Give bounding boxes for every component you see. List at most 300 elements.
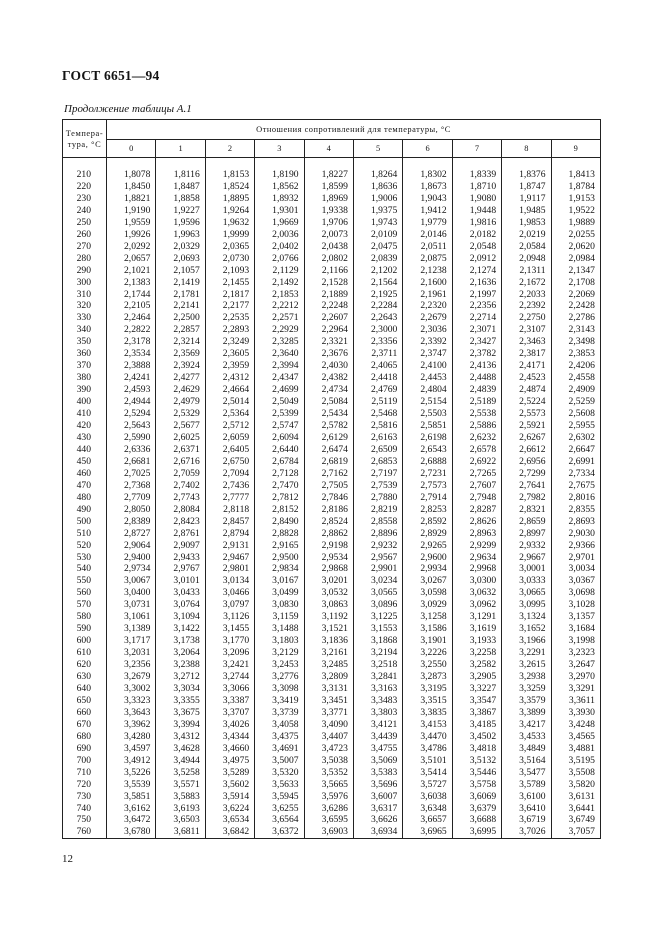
ratio-cell: 3,2776	[255, 671, 304, 683]
ratio-cell: 2,8626	[452, 516, 501, 528]
ratio-cell: 2,1961	[403, 289, 452, 301]
ratio-cell: 2,1383	[107, 277, 156, 289]
ratio-cell: 3,6503	[156, 814, 205, 826]
ratio-cell: 2,6922	[452, 456, 501, 468]
ratio-cell: 1,8413	[551, 169, 600, 181]
ratio-cell: 2,6956	[502, 456, 551, 468]
ratio-cell: 3,6069	[452, 791, 501, 803]
ratio-cell: 2,9265	[403, 540, 452, 552]
table-row	[63, 683, 601, 695]
spacer-cell	[403, 158, 452, 170]
table-row	[63, 396, 601, 408]
table-row	[63, 516, 601, 528]
ratio-cell: 2,3605	[205, 348, 254, 360]
table-row	[63, 563, 601, 575]
temperature-cell: 390	[63, 384, 107, 396]
ratio-cell: 2,5816	[353, 420, 402, 432]
temperature-cell: 740	[63, 803, 107, 815]
ratio-cell: 2,8321	[502, 504, 551, 516]
ratio-cell: 2,8524	[304, 516, 353, 528]
ratio-cell: 2,0839	[353, 253, 402, 265]
ratio-cell: 2,3498	[551, 336, 600, 348]
ratio-cell: 1,9117	[502, 193, 551, 205]
ratio-cell: 1,9779	[403, 217, 452, 229]
ratio-cell: 2,1093	[205, 265, 254, 277]
ratio-cell: 3,2970	[551, 671, 600, 683]
table-body	[63, 158, 601, 839]
ratio-cell: 2,6509	[353, 444, 402, 456]
ratio-cell: 2,6750	[205, 456, 254, 468]
ratio-cell: 3,0962	[452, 599, 501, 611]
ratio-cell: 2,4171	[502, 360, 551, 372]
ratio-cell: 1,8895	[205, 193, 254, 205]
ratio-cell: 2,4909	[551, 384, 600, 396]
ratio-cell: 3,1357	[551, 611, 600, 623]
column-header: 6	[403, 140, 452, 158]
ratio-cell: 2,9534	[304, 552, 353, 564]
ratio-cell: 3,2194	[353, 647, 402, 659]
ratio-cell: 2,1129	[255, 265, 304, 277]
ratio-cell: 3,0234	[353, 575, 402, 587]
ratio-cell: 3,3451	[304, 695, 353, 707]
temperature-cell: 670	[63, 719, 107, 731]
table-row	[63, 229, 601, 241]
ratio-cell: 2,5990	[107, 432, 156, 444]
ratio-cell: 2,0948	[502, 253, 551, 265]
ratio-cell: 2,0255	[551, 229, 600, 241]
ratio-cell: 3,3355	[156, 695, 205, 707]
ratio-cell: 2,0511	[403, 241, 452, 253]
ratio-cell: 2,1600	[403, 277, 452, 289]
ratio-cell: 2,5189	[452, 396, 501, 408]
ratio-cell: 2,5677	[156, 420, 205, 432]
ratio-cell: 3,0034	[551, 563, 600, 575]
ratio-cell: 2,8794	[205, 528, 254, 540]
ratio-cell: 2,9332	[502, 540, 551, 552]
ratio-cell: 2,8219	[353, 504, 402, 516]
ratio-cell: 3,3098	[255, 683, 304, 695]
temperature-cell: 250	[63, 217, 107, 229]
temperature-cell: 490	[63, 504, 107, 516]
ratio-cell: 2,7231	[403, 468, 452, 480]
ratio-cell: 2,3711	[353, 348, 402, 360]
ratio-cell: 2,8693	[551, 516, 600, 528]
ratio-cell: 2,4347	[255, 372, 304, 384]
ratio-cell: 1,9485	[502, 205, 551, 217]
ratio-cell: 3,5383	[353, 767, 402, 779]
ratio-cell: 3,0466	[205, 587, 254, 599]
ratio-cell: 2,2750	[502, 312, 551, 324]
ratio-cell: 2,7539	[353, 480, 402, 492]
temperature-cell: 570	[63, 599, 107, 611]
spacer-cell	[205, 158, 254, 170]
ratio-cell: 3,7026	[502, 826, 551, 838]
ratio-cell: 1,8562	[255, 181, 304, 193]
ratio-cell: 1,9816	[452, 217, 501, 229]
table-row	[63, 719, 601, 731]
ratio-cell: 3,0532	[304, 587, 353, 599]
ratio-cell: 2,8929	[403, 528, 452, 540]
ratio-cell: 2,7846	[304, 492, 353, 504]
ratio-cell: 3,5069	[353, 755, 402, 767]
ratio-cell: 3,0731	[107, 599, 156, 611]
ratio-cell: 2,3143	[551, 324, 600, 336]
ratio-cell: 2,3782	[452, 348, 501, 360]
ratio-cell: 2,7299	[502, 468, 551, 480]
ratio-cell: 3,6007	[353, 791, 402, 803]
ratio-cell: 1,9632	[205, 217, 254, 229]
ratio-cell: 2,2284	[353, 300, 402, 312]
ratio-cell: 2,7982	[502, 492, 551, 504]
ratio-cell: 3,4185	[452, 719, 501, 731]
ratio-cell: 2,8862	[304, 528, 353, 540]
ratio-cell: 1,9448	[452, 205, 501, 217]
ratio-cell: 3,5696	[353, 779, 402, 791]
ratio-cell: 3,6224	[205, 803, 254, 815]
ratio-cell: 3,6719	[502, 814, 551, 826]
table-row	[63, 504, 601, 516]
temperature-cell: 640	[63, 683, 107, 695]
ratio-cell: 2,4312	[205, 372, 254, 384]
temperature-cell: 470	[63, 480, 107, 492]
ratio-cell: 2,9834	[255, 563, 304, 575]
ratio-cell: 3,5851	[107, 791, 156, 803]
ratio-cell: 2,4804	[403, 384, 452, 396]
ratio-cell: 3,4217	[502, 719, 551, 731]
ratio-cell: 3,0001	[502, 563, 551, 575]
ratio-cell: 3,4121	[353, 719, 402, 731]
table-row	[63, 695, 601, 707]
ratio-cell: 2,7128	[255, 468, 304, 480]
ratio-cell: 2,0438	[304, 241, 353, 253]
ratio-cell: 2,5014	[205, 396, 254, 408]
ratio-cell: 1,9669	[255, 217, 304, 229]
table-row	[63, 767, 601, 779]
ratio-cell: 2,6129	[304, 432, 353, 444]
ratio-cell: 2,8896	[353, 528, 402, 540]
ratio-cell: 3,5914	[205, 791, 254, 803]
ratio-cell: 2,1455	[205, 277, 254, 289]
ratio-cell: 2,3356	[353, 336, 402, 348]
ratio-cell: 3,0929	[403, 599, 452, 611]
ratio-cell: 3,6626	[353, 814, 402, 826]
ratio-cell: 1,8190	[255, 169, 304, 181]
table-row	[63, 324, 601, 336]
ratio-cell: 3,0797	[205, 599, 254, 611]
ratio-cell: 2,9567	[353, 552, 402, 564]
ratio-cell: 2,7948	[452, 492, 501, 504]
temperature-cell: 260	[63, 229, 107, 241]
table-row	[63, 217, 601, 229]
temperature-cell: 630	[63, 671, 107, 683]
ratio-cell: 3,5539	[107, 779, 156, 791]
table-row	[63, 205, 601, 217]
ratio-cell: 2,9500	[255, 552, 304, 564]
ratio-cell: 3,6100	[502, 791, 551, 803]
ratio-cell: 1,8116	[156, 169, 205, 181]
ratio-cell: 1,8858	[156, 193, 205, 205]
spacer-cell	[156, 158, 205, 170]
ratio-cell: 2,7368	[107, 480, 156, 492]
ratio-cell: 3,5446	[452, 767, 501, 779]
ratio-cell: 2,5364	[205, 408, 254, 420]
ratio-cell: 1,8487	[156, 181, 205, 193]
ratio-cell: 2,3888	[107, 360, 156, 372]
ratio-cell: 2,0548	[452, 241, 501, 253]
ratio-cell: 3,6038	[403, 791, 452, 803]
ratio-cell: 2,7436	[205, 480, 254, 492]
temperature-cell: 440	[63, 444, 107, 456]
ratio-cell: 2,7675	[551, 480, 600, 492]
ratio-cell: 3,0167	[255, 575, 304, 587]
ratio-cell: 3,2582	[452, 659, 501, 671]
ratio-cell: 3,5164	[502, 755, 551, 767]
temperature-cell: 240	[63, 205, 107, 217]
ratio-cell: 2,7505	[304, 480, 353, 492]
table-row	[63, 408, 601, 420]
table-row	[63, 277, 601, 289]
ratio-cell: 2,9131	[205, 540, 254, 552]
ratio-cell: 3,2809	[304, 671, 353, 683]
ratio-cell: 3,3962	[107, 719, 156, 731]
ratio-cell: 3,1422	[156, 623, 205, 635]
ratio-cell: 3,6780	[107, 826, 156, 838]
ratio-cell: 3,0333	[502, 575, 551, 587]
ratio-cell: 3,4058	[255, 719, 304, 731]
ratio-cell: 3,1901	[403, 635, 452, 647]
temperature-cell: 360	[63, 348, 107, 360]
ratio-cell: 2,0182	[452, 229, 501, 241]
ratio-cell: 2,0292	[107, 241, 156, 253]
table-row	[63, 731, 601, 743]
ratio-cell: 3,6995	[452, 826, 501, 838]
ratio-cell: 2,5399	[255, 408, 304, 420]
ratio-cell: 3,4470	[403, 731, 452, 743]
ratio-cell: 2,1274	[452, 265, 501, 277]
ratio-cell: 3,6162	[107, 803, 156, 815]
ratio-cell: 1,9926	[107, 229, 156, 241]
ratio-cell: 2,3178	[107, 336, 156, 348]
ratio-cell: 3,1159	[255, 611, 304, 623]
ratio-cell: 3,2938	[502, 671, 551, 683]
ratio-cell: 2,9165	[255, 540, 304, 552]
temperature-cell: 220	[63, 181, 107, 193]
ratio-cell: 3,1061	[107, 611, 156, 623]
table-row	[63, 528, 601, 540]
ratio-cell: 3,6348	[403, 803, 452, 815]
temperature-cell: 610	[63, 647, 107, 659]
ratio-cell: 3,3387	[205, 695, 254, 707]
ratio-cell: 3,2615	[502, 659, 551, 671]
ratio-cell: 3,0499	[255, 587, 304, 599]
ratio-cell: 2,4206	[551, 360, 600, 372]
ratio-cell: 2,9734	[107, 563, 156, 575]
ratio-cell: 2,1057	[156, 265, 205, 277]
ratio-cell: 2,0109	[353, 229, 402, 241]
ratio-cell: 1,8227	[304, 169, 353, 181]
ratio-cell: 2,8490	[255, 516, 304, 528]
ratio-cell: 2,0073	[304, 229, 353, 241]
ratio-cell: 2,2822	[107, 324, 156, 336]
ratio-cell: 2,8997	[502, 528, 551, 540]
ratio-cell: 1,8339	[452, 169, 501, 181]
ratio-cell: 2,0912	[452, 253, 501, 265]
ratio-cell: 2,5329	[156, 408, 205, 420]
ratio-cell: 2,1636	[452, 277, 501, 289]
table-row	[63, 312, 601, 324]
ratio-cell: 2,1166	[304, 265, 353, 277]
ratio-cell: 3,5508	[551, 767, 600, 779]
ratio-cell: 3,6379	[452, 803, 501, 815]
column-header: 9	[551, 140, 600, 158]
table-caption: Продолжение таблицы А.1	[64, 103, 192, 115]
temperature-cell: 710	[63, 767, 107, 779]
ratio-cell: 1,9412	[403, 205, 452, 217]
ratio-cell: 3,1455	[205, 623, 254, 635]
ratio-cell: 1,9080	[452, 193, 501, 205]
ratio-cell: 2,2571	[255, 312, 304, 324]
ratio-cell: 3,6317	[353, 803, 402, 815]
ratio-cell: 3,4818	[452, 743, 501, 755]
ratio-cell: 2,6612	[502, 444, 551, 456]
ratio-cell: 2,8084	[156, 504, 205, 516]
ratio-cell: 2,8828	[255, 528, 304, 540]
ratio-cell: 3,6749	[551, 814, 600, 826]
ratio-cell: 2,5049	[255, 396, 304, 408]
ratio-cell: 3,0896	[353, 599, 402, 611]
table-row	[63, 444, 601, 456]
ratio-cell: 3,4660	[205, 743, 254, 755]
ratio-cell: 1,9301	[255, 205, 304, 217]
ratio-cell: 3,0400	[107, 587, 156, 599]
ratio-cell: 2,3676	[304, 348, 353, 360]
column-header: 4	[304, 140, 353, 158]
ratio-cell: 2,2033	[502, 289, 551, 301]
ratio-cell: 2,6716	[156, 456, 205, 468]
ratio-cell: 2,4769	[353, 384, 402, 396]
ratio-cell: 1,8821	[107, 193, 156, 205]
temperature-cell: 540	[63, 563, 107, 575]
ratio-cell: 2,2679	[403, 312, 452, 324]
ratio-cell: 2,7880	[353, 492, 402, 504]
ratio-cell: 2,0402	[255, 241, 304, 253]
ratio-cell: 2,7197	[353, 468, 402, 480]
ratio-cell: 3,3515	[403, 695, 452, 707]
ratio-cell: 2,6543	[403, 444, 452, 456]
temperature-cell: 620	[63, 659, 107, 671]
ratio-cell: 2,7777	[205, 492, 254, 504]
ratio-cell: 3,5758	[452, 779, 501, 791]
ratio-cell: 3,6286	[304, 803, 353, 815]
table-row	[63, 611, 601, 623]
ratio-cell: 3,3643	[107, 707, 156, 719]
ratio-cell: 1,9889	[551, 217, 600, 229]
table-row	[63, 814, 601, 826]
ratio-cell: 3,0764	[156, 599, 205, 611]
ratio-cell: 2,8287	[452, 504, 501, 516]
ratio-cell: 2,5224	[502, 396, 551, 408]
ratio-cell: 2,6025	[156, 432, 205, 444]
ratio-cell: 2,3392	[403, 336, 452, 348]
temperature-cell: 530	[63, 552, 107, 564]
ratio-cell: 1,8710	[452, 181, 501, 193]
ratio-cell: 3,6688	[452, 814, 501, 826]
ratio-cell: 1,9153	[551, 193, 600, 205]
ratio-cell: 3,1324	[502, 611, 551, 623]
ratio-cell: 2,1744	[107, 289, 156, 301]
ratio-cell: 2,4136	[452, 360, 501, 372]
ratio-cell: 3,4312	[156, 731, 205, 743]
ratio-cell: 3,3227	[452, 683, 501, 695]
ratio-cell: 3,4502	[452, 731, 501, 743]
ratio-cell: 3,1966	[502, 635, 551, 647]
ratio-cell: 3,1586	[403, 623, 452, 635]
ratio-cell: 1,8524	[205, 181, 254, 193]
ratio-cell: 2,9433	[156, 552, 205, 564]
ratio-cell: 3,5602	[205, 779, 254, 791]
temperature-cell: 370	[63, 360, 107, 372]
ratio-cell: 3,5477	[502, 767, 551, 779]
ratio-cell: 2,2428	[551, 300, 600, 312]
ratio-cell: 2,2248	[304, 300, 353, 312]
ratio-cell: 2,4734	[304, 384, 353, 396]
ratio-cell: 3,1770	[205, 635, 254, 647]
ratio-cell: 2,9198	[304, 540, 353, 552]
temperature-cell: 510	[63, 528, 107, 540]
ratio-cell: 2,2714	[452, 312, 501, 324]
ratio-cell: 2,4944	[107, 396, 156, 408]
ratio-cell: 3,4944	[156, 755, 205, 767]
temperature-cell: 760	[63, 826, 107, 838]
ratio-cell: 3,5665	[304, 779, 353, 791]
ratio-cell: 1,9006	[353, 193, 402, 205]
ratio-cell: 2,6474	[304, 444, 353, 456]
ratio-cell: 3,0598	[403, 587, 452, 599]
table-row	[63, 599, 601, 611]
ratio-cell: 2,9868	[304, 563, 353, 575]
ratio-cell: 3,0698	[551, 587, 600, 599]
ratio-cell: 2,5434	[304, 408, 353, 420]
ratio-cell: 3,2550	[403, 659, 452, 671]
ratio-cell: 2,3994	[255, 360, 304, 372]
temperature-cell: 270	[63, 241, 107, 253]
ratio-cell: 2,6163	[353, 432, 402, 444]
temperature-cell: 600	[63, 635, 107, 647]
ratio-cell: 3,4533	[502, 731, 551, 743]
ratio-cell: 2,1889	[304, 289, 353, 301]
ratio-cell: 3,2453	[255, 659, 304, 671]
ratio-cell: 2,8727	[107, 528, 156, 540]
ratio-cell: 3,1803	[255, 635, 304, 647]
ratio-cell: 2,1672	[502, 277, 551, 289]
ratio-cell: 3,2356	[107, 659, 156, 671]
ratio-cell: 3,1717	[107, 635, 156, 647]
ratio-cell: 3,3547	[452, 695, 501, 707]
ratio-cell: 3,3163	[353, 683, 402, 695]
temperature-cell: 650	[63, 695, 107, 707]
ratio-cell: 2,2643	[353, 312, 402, 324]
ratio-cell: 3,3994	[156, 719, 205, 731]
ratio-cell: 3,1028	[551, 599, 600, 611]
ratio-cell: 3,3707	[205, 707, 254, 719]
ratio-cell: 3,4026	[205, 719, 254, 731]
ratio-cell: 3,0367	[551, 575, 600, 587]
ratio-cell: 3,6965	[403, 826, 452, 838]
ratio-cell: 1,8636	[353, 181, 402, 193]
ratio-cell: 2,9667	[502, 552, 551, 564]
ratio-cell: 2,5084	[304, 396, 353, 408]
ratio-cell: 3,4375	[255, 731, 304, 743]
